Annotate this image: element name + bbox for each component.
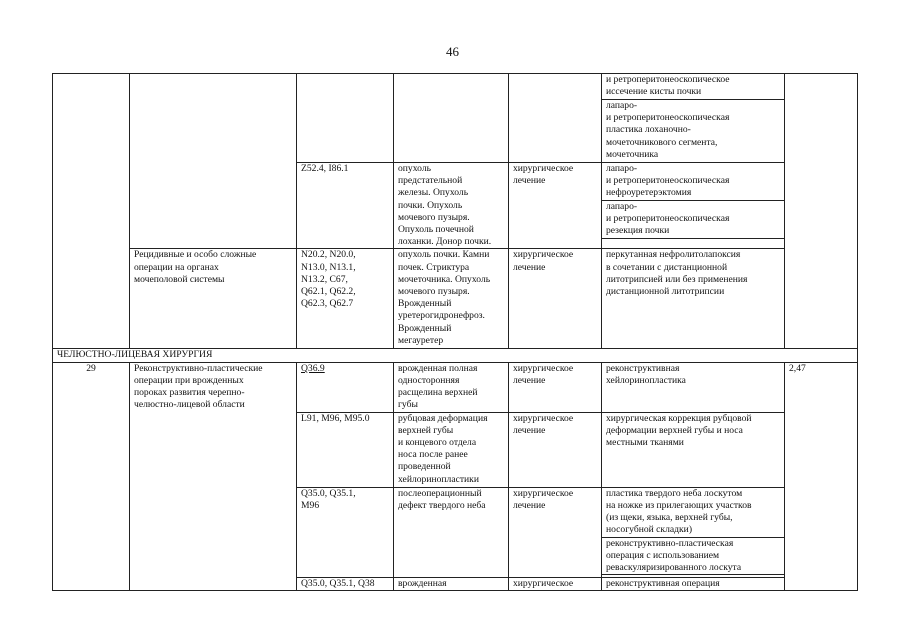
diagnosis-cell: опухоль почки. Камни почек. Стриктура мочеточника. Опухоль мочевого пузыря. Врожденный уретерогидронефроз. Врожденный мегауретер [394,249,509,349]
codes-cell-empty [297,74,394,163]
method-cell: и ретроперитонеоскопическое иссечение кисты почки [602,74,785,100]
codes-cell: Q36.9 [297,362,394,412]
diagnosis-cell: врожденная [394,578,509,591]
diagnosis-cell: рубцовая деформация верхней губы и концевого отдела носа после ранее проведенной хейлоринопластики [394,412,509,487]
name-cell-empty [130,74,297,249]
method-cell: реконструктивно-пластическая операция с использованием реваскуляризированного лоскута [602,537,785,575]
method-cell: хирургическая коррекция рубцовой деформации верхней губы и носа местными тканями [602,412,785,487]
diag-cell-empty [394,74,509,163]
cost-cell-empty [785,74,858,349]
treatment-cell: хирургическое лечение [509,487,602,578]
codes-cell: Q35.0, Q35.1, M96 [297,487,394,578]
treatment-cell: хирургическое лечение [509,362,602,412]
name-cell: Реконструктивно-пластические операции при врожденных пороках развития черепно- челюстно-лицевой области [130,362,297,591]
medical-care-table [52,73,858,591]
treatment-cell: хирургическое лечение [509,412,602,487]
treatment-cell: хирургическое лечение [509,249,602,349]
codes-cell: Z52.4, I86.1 [297,163,394,249]
row-number: 29 [53,362,130,591]
treatment-cell: хирургическое лечение [509,163,602,249]
codes-cell: N20.2, N20.0, N13.0, N13.1, N13.2, C67, Q62.1, Q62.2, Q62.3, Q62.7 [297,249,394,349]
name-cell: Рецидивные и особо сложные операции на органах мочеполовой системы [130,249,297,349]
method-cell: перкутанная нефролитолапоксия в сочетании с дистанционной литотрипсией или без применения дистанционной литотрипсии [602,249,785,349]
treatment-cell: хирургическое [509,578,602,591]
method-cell: реконструктивная операция [602,578,785,591]
treat-cell-empty [509,74,602,163]
method-cell: реконструктивная хейлоринопластика [602,362,785,412]
method-cell: пластика твердого неба лоскутом на ножке из прилегающих участков (из щеки, языка, верхней губы, носогубной складки) [602,487,785,537]
method-cell: лапаро- и ретроперитонеоскопическая резекция почки [602,200,785,238]
method-cell: лапаро- и ретроперитонеоскопическая пластика лоханочно- мочеточникового сегмента, мочеточника [602,100,785,163]
codes-cell: L91, M96, M95.0 [297,412,394,487]
codes-cell: Q35.0, Q35.1, Q38 [297,578,394,591]
num-cell-empty [53,74,130,349]
diagnosis-cell: опухоль предстательной железы. Опухоль почки. Опухоль мочевого пузыря. Опухоль почечной лоханки. Донор почки. [394,163,509,249]
method-cell-empty [602,239,785,249]
section-heading: ЧЕЛЮСТНО-ЛИЦЕВАЯ ХИРУРГИЯ [53,349,858,362]
diagnosis-cell: врожденная полная односторонняя расщелина верхней губы [394,362,509,412]
page-number: 46 [446,44,459,59]
diagnosis-cell: послеоперационный дефект твердого неба [394,487,509,578]
method-cell: лапаро- и ретроперитонеоскопическая нефроуретерэктомия [602,163,785,201]
cost-cell: 2,47 [785,362,858,591]
